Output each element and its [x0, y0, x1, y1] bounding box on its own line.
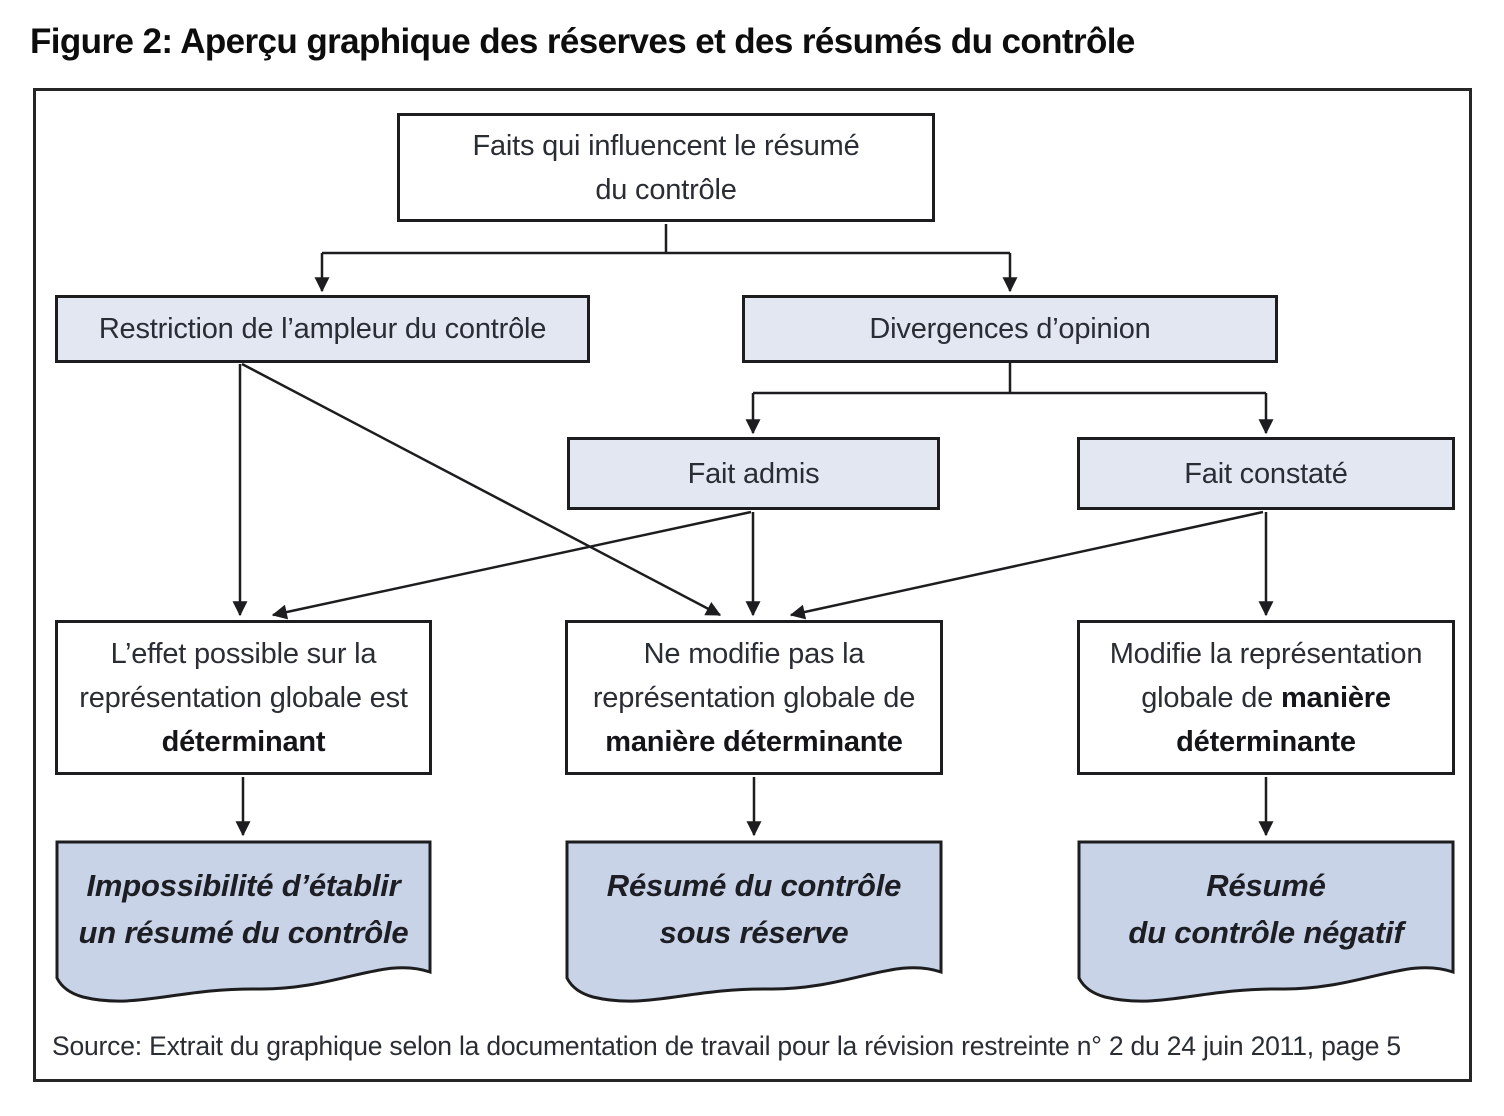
node-fait-admis-label: Fait admis — [687, 457, 820, 490]
node-effet-line3: déterminant — [161, 725, 326, 758]
doc-impossibilite-text: Impossibilité d’établir un résumé du contrôle — [78, 868, 409, 950]
doc-negatif-text: Résumé du contrôle négatif — [1128, 868, 1404, 950]
node-divergences-opinion — [742, 295, 1278, 363]
node-ne-modifie-pas — [565, 620, 943, 775]
node-ne-modifie-line3: manière déterminante — [605, 725, 903, 758]
node-ne-modifie-line2: représentation globale de — [592, 681, 916, 714]
node-fait-constate-label: Fait constaté — [1184, 457, 1348, 490]
node-ne-modifie-line1: Ne modifie pas la — [643, 637, 865, 670]
node-faits-line1: Faits qui influencent le résumé — [472, 129, 860, 162]
node-modifie — [1077, 620, 1455, 775]
doc-sous-reserve — [565, 840, 943, 1012]
figure-title: Figure 2: Aperçu graphique des réserves et des résumés du contrôle — [30, 22, 1135, 61]
node-effet-line2: représentation globale est — [79, 681, 408, 714]
doc-sous-reserve-text: Résumé du contrôle sous réserve — [606, 868, 902, 950]
node-effet-line1: L’effet possible sur la — [110, 637, 377, 670]
node-modifie-line2: globale de manière — [1141, 681, 1391, 714]
node-divergences-label: Divergences d’opinion — [869, 313, 1151, 345]
source-note: Source: Extrait du graphique selon la documentation de travail pour la révision restreinte n° 2 du 24 juin 2011, page 5 — [52, 1031, 1401, 1061]
doc-impossibilite — [55, 840, 432, 1012]
node-modifie-line3: déterminante — [1176, 725, 1356, 758]
node-restriction-ampleur — [55, 295, 590, 363]
node-fait-constate — [1077, 437, 1455, 510]
doc-negatif — [1077, 840, 1455, 1012]
node-fait-admis — [567, 437, 940, 510]
node-restriction-label: Restriction de l’ampleur du contrôle — [98, 313, 547, 345]
node-effet-determinant — [55, 620, 432, 775]
node-faits-line2: du contrôle — [595, 173, 737, 206]
node-faits-influencent — [397, 113, 935, 222]
node-modifie-line1: Modifie la représentation — [1109, 637, 1423, 670]
